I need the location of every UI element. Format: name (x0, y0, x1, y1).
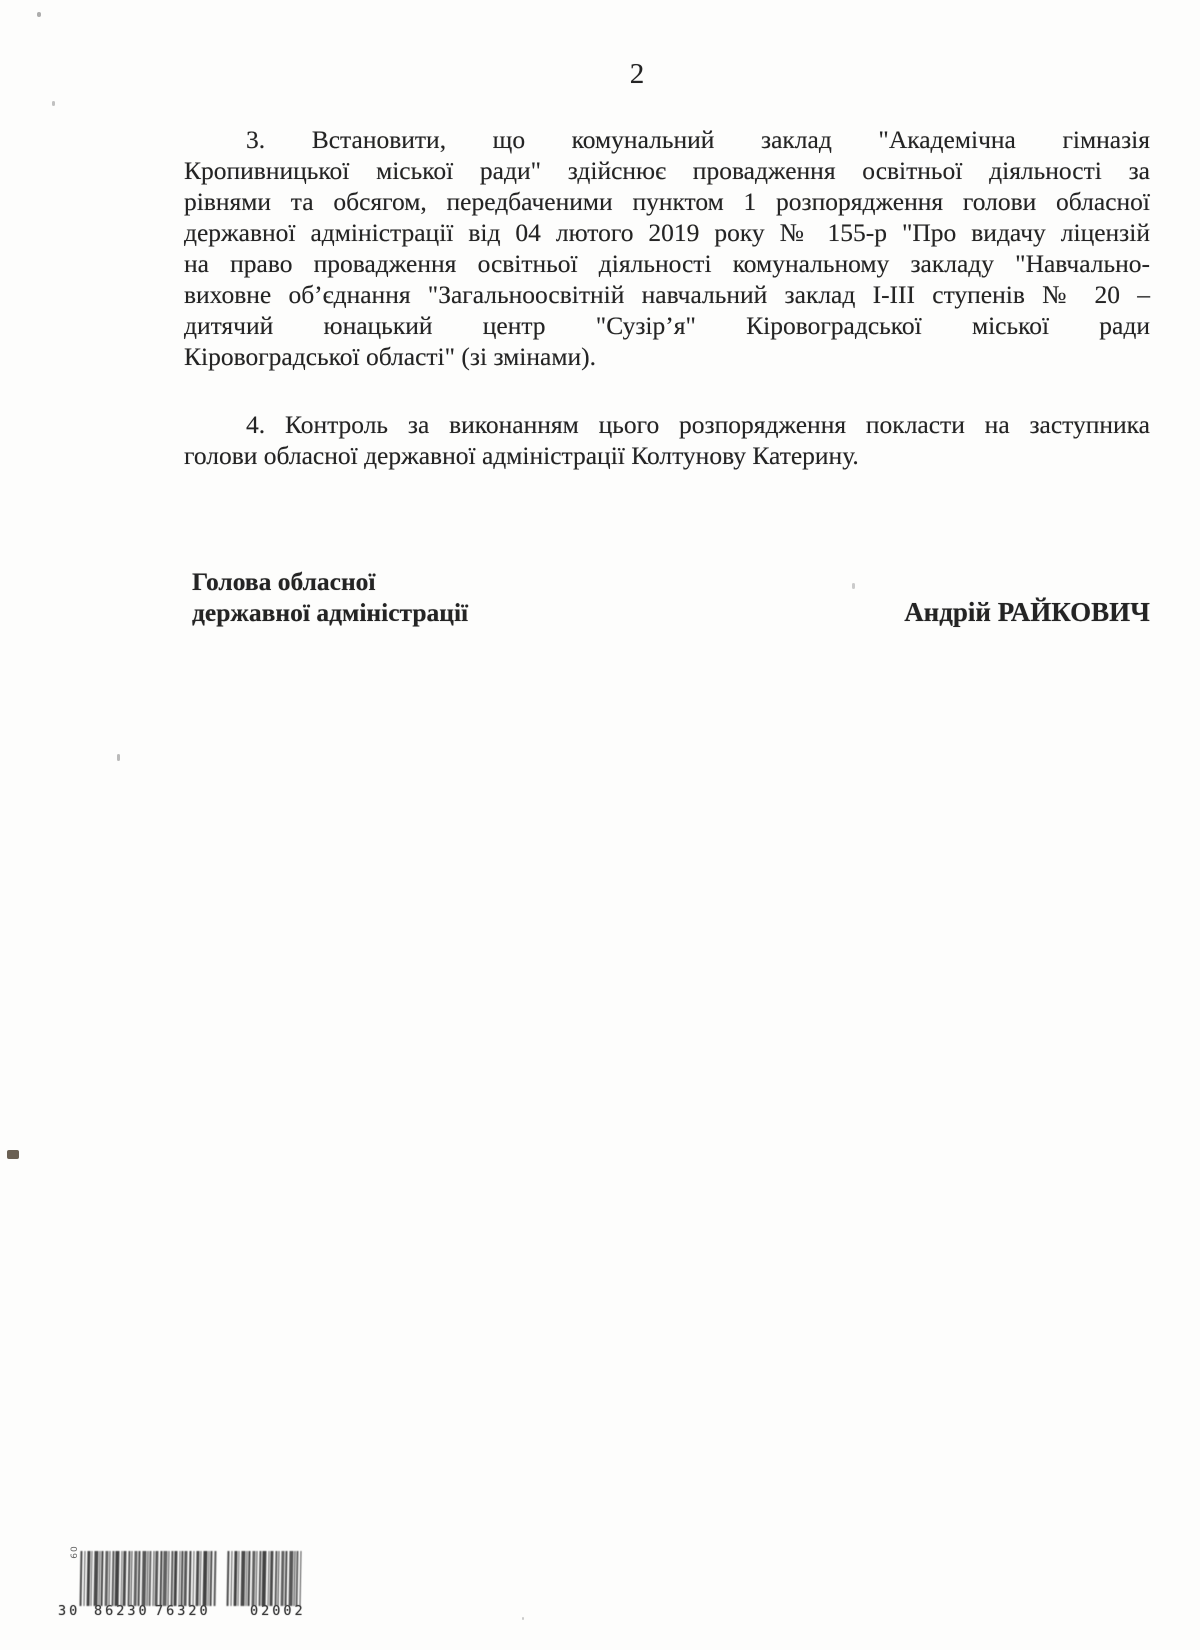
barcode-bar (262, 1551, 267, 1606)
barcode-digit-group: 02002 (250, 1603, 306, 1619)
signature-block (192, 566, 1150, 628)
barcode-bar (270, 1551, 274, 1606)
barcode-bar (115, 1551, 120, 1606)
barcode-bar (285, 1551, 288, 1606)
barcode-bar (256, 1551, 258, 1606)
paragraph-4-line: 4. Контроль за виконанням цього розпорядження покласти на заступника (246, 410, 1150, 439)
barcode-digit-group: 86230 (94, 1603, 150, 1619)
signature-position-line: Голова обласної (192, 567, 376, 596)
barcode-digit-group: 30 (58, 1603, 81, 1619)
barcode-bar (155, 1551, 159, 1606)
scan-speck (7, 1150, 19, 1159)
paragraph-3-line: державної адміністрації від 04 лютого 2019 року № 155-р "Про видачу ліцензій (184, 218, 1150, 247)
signature-position (192, 566, 468, 628)
scan-speck (37, 12, 41, 17)
barcode-bar (101, 1551, 104, 1606)
barcode-bars-group-2 (227, 1551, 302, 1606)
paragraph-3-line: Кропивницької міської ради" здійснює провадження освітньої діяльності за (184, 156, 1150, 185)
barcode-bar (123, 1551, 127, 1606)
page-number: 2 (629, 58, 645, 90)
scan-speck (52, 101, 55, 106)
barcode-bar (210, 1551, 213, 1606)
paragraph-3-line: на право провадження освітньої діяльності комунальному закладу "Навчально- (184, 249, 1150, 278)
barcode-bar (227, 1551, 230, 1606)
paragraph-4 (184, 409, 1150, 471)
paragraph-3-line: 3. Встановити, що комунальний заклад "Академічна гімназія (246, 125, 1150, 154)
barcode-bar (131, 1551, 133, 1606)
barcode (56, 1544, 316, 1620)
paragraph-3-line: Кіровоградської області" (зі змінами). (184, 342, 596, 371)
barcode-bar (189, 1551, 192, 1606)
scan-speck (522, 1617, 524, 1620)
signature-position-line: державної адміністрації (192, 598, 469, 627)
barcode-bar (168, 1551, 170, 1606)
signature-name: Андрій РАЙКОВИЧ (904, 597, 1150, 627)
barcode-bar (149, 1551, 152, 1606)
barcode-bar (193, 1551, 195, 1606)
barcode-bar (138, 1551, 141, 1606)
paragraph-3-line: дитячий юнацький центр "Сузір’я" Кіровоградської міської ради (184, 311, 1150, 340)
barcode-bar (184, 1551, 188, 1606)
barcode-digit-group: 76320 (155, 1603, 211, 1619)
barcode-bars-group-1 (80, 1551, 217, 1606)
scan-speck (852, 583, 855, 589)
barcode-bar (300, 1551, 302, 1606)
barcode-bar (296, 1551, 299, 1606)
barcode-side-mark: 09 (67, 1546, 78, 1560)
barcode-bar (91, 1551, 93, 1606)
barcode-bar (109, 1551, 111, 1606)
barcode-bar (238, 1551, 240, 1606)
scan-speck (117, 754, 120, 761)
barcode-bar (80, 1551, 83, 1606)
paragraph-3-line: рівнями та обсягом, передбаченими пунктом 1 розпорядження голови обласної (184, 187, 1150, 216)
paragraph-3-line: виховне об’єднання "Загальноосвітній навчальний заклад І-ІІІ ступенів № 20 – (184, 280, 1150, 309)
paragraph-4-line: голови обласної державної адміністрації Колтунову Катерину. (184, 441, 859, 470)
barcode-bar (174, 1551, 178, 1606)
barcode-bar (214, 1551, 217, 1606)
barcode-bar (231, 1551, 233, 1606)
barcode-bar (84, 1551, 86, 1606)
barcode-bar (278, 1551, 280, 1606)
barcode-bar (200, 1551, 202, 1606)
barcode-bar (248, 1551, 251, 1606)
paragraph-3 (184, 124, 1150, 372)
